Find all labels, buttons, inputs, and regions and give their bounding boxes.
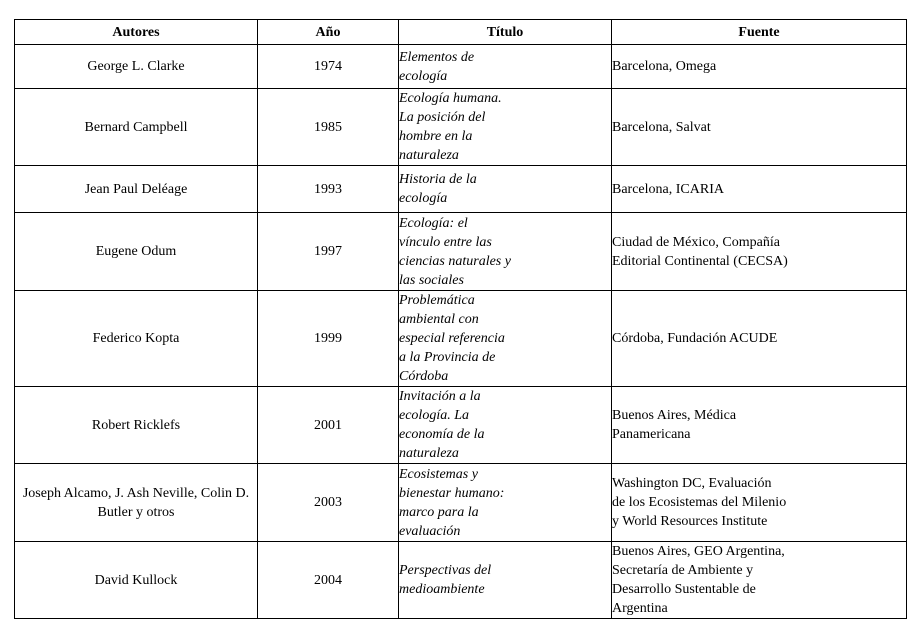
fuente-line: Editorial Continental (CECSA) [612,253,788,269]
titulo-line: vínculo entre las [399,234,492,250]
fuente-line: Ciudad de México, Compañía [612,234,780,250]
titulo-line: Ecosistemas y [399,466,478,482]
header-row [15,20,907,45]
titulo-line: Ecología: el [399,215,468,231]
cell-fuente [612,464,907,542]
cell-titulo [399,464,612,542]
titulo-line: La posición del [399,110,486,125]
titulo-line: marco para la [399,504,479,520]
cell-autores: Joseph Alcamo, J. Ash Neville, Colin D. Butler y otros [15,464,258,542]
titulo-line: a la Provincia de [399,350,496,365]
cell-autores: David Kullock [15,542,258,619]
cell-anio: 1985 [258,89,399,166]
cell-titulo [399,89,612,166]
cell-fuente [612,166,907,213]
titulo-line: especial referencia [399,331,505,346]
cell-fuente [612,213,907,291]
table-row [15,291,907,387]
fuente-line: Desarrollo Sustentable de [612,582,756,597]
titulo-line: Córdoba [399,369,449,384]
cell-autores: Federico Kopta [15,291,258,387]
fuente-line: Buenos Aires, Médica [612,408,737,423]
fuente-line: Buenos Aires, GEO Argentina, [612,544,785,559]
table-row [15,166,907,213]
titulo-line: ecología [399,68,448,84]
cell-anio: 2001 [258,387,399,464]
cell-fuente [612,45,907,89]
cell-autores: Jean Paul Deléage [15,166,258,213]
cell-fuente [612,542,907,619]
header-anio: Año [258,20,399,45]
titulo-line: naturaleza [399,446,459,461]
cell-titulo [399,213,612,291]
cell-anio: 1999 [258,291,399,387]
cell-anio: 1997 [258,213,399,291]
titulo-line: Elementos de [399,49,475,65]
titulo-line: las sociales [399,272,464,288]
cell-autores: Bernard Campbell [15,89,258,166]
fuente-line: Córdoba, Fundación ACUDE [612,331,778,346]
fuente-line: Washington DC, Evaluación [612,476,772,491]
cell-titulo [399,45,612,89]
titulo-line: Invitación a la [399,389,481,404]
table-row [15,464,907,542]
fuente-line: y World Resources Institute [612,514,768,529]
titulo-line: evaluación [399,523,461,539]
header-autores: Autores [15,20,258,45]
table-row [15,387,907,464]
fuente-line: Barcelona, Omega [612,59,717,74]
fuente-line: Argentina [612,601,668,616]
table-row [15,542,907,619]
titulo-line: Problemática [399,293,475,308]
cell-autores: Eugene Odum [15,213,258,291]
fuente-line: Barcelona, Salvat [612,119,711,135]
cell-titulo [399,166,612,213]
titulo-line: ecología [399,191,448,206]
titulo-line: Historia de la [399,172,477,187]
table-row [15,89,907,166]
titulo-line: Perspectivas del [399,563,492,578]
fuente-line: Secretaría de Ambiente y [612,563,754,578]
cell-autores: George L. Clarke [15,45,258,89]
cell-fuente [612,89,907,166]
titulo-line: naturaleza [399,148,459,163]
cell-anio: 2004 [258,542,399,619]
table-row [15,45,907,89]
cell-anio: 1974 [258,45,399,89]
cell-anio: 2003 [258,464,399,542]
bibliography-table [14,19,907,619]
titulo-line: ciencias naturales y [399,253,511,269]
cell-anio: 1993 [258,166,399,213]
cell-titulo [399,291,612,387]
fuente-line: Panamericana [612,427,691,442]
table-row [15,213,907,291]
header-fuente: Fuente [612,20,907,45]
titulo-line: Ecología humana. [399,91,502,106]
cell-fuente [612,387,907,464]
cell-titulo [399,387,612,464]
cell-fuente [612,291,907,387]
titulo-line: medioambiente [399,582,485,597]
fuente-line: de los Ecosistemas del Milenio [612,495,787,510]
cell-autores: Robert Ricklefs [15,387,258,464]
titulo-line: economía de la [399,427,485,442]
titulo-line: ecología. La [399,408,469,423]
cell-titulo [399,542,612,619]
fuente-line: Barcelona, ICARIA [612,181,724,197]
header-titulo: Título [399,20,612,45]
titulo-line: hombre en la [399,129,473,144]
titulo-line: ambiental con [399,312,479,327]
titulo-line: bienestar humano: [399,485,505,501]
